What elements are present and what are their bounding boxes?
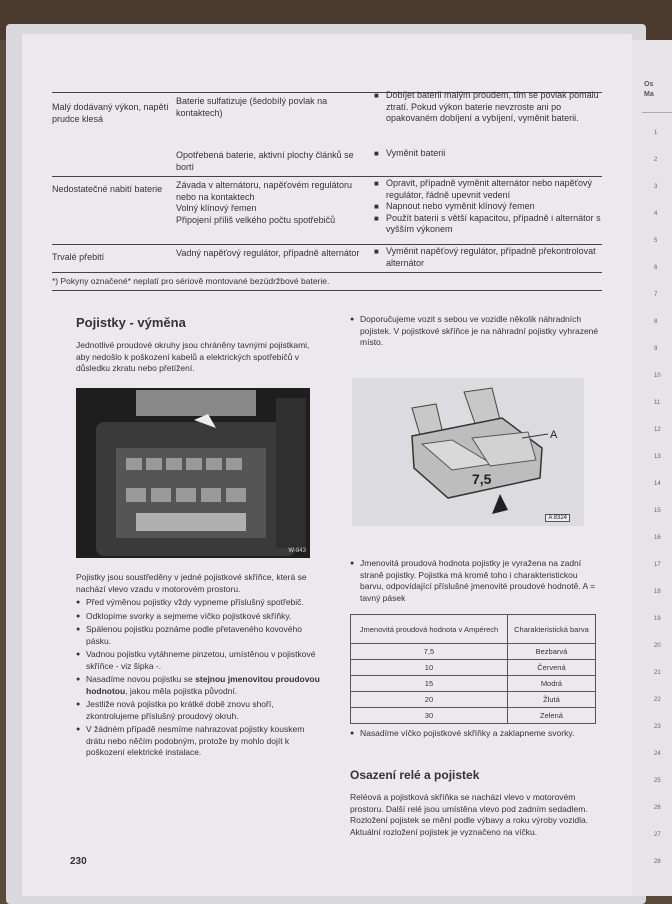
right-page-row-number: 1	[654, 130, 658, 136]
right-page-row-number: 17	[654, 562, 661, 568]
table-cause-line: Závada v alternátoru, napěťovém regulátoru nebo na kontaktech	[176, 180, 352, 202]
figure-code: A 8324	[545, 514, 570, 522]
fuse-color: Modrá	[507, 676, 595, 692]
fuse-table-header: Charakteristická barva	[507, 615, 595, 644]
fuse-box-photo	[76, 388, 310, 558]
table-remedy	[374, 246, 602, 269]
table-cause: Baterie sulfatizuje (šedobílý povlak na kontaktech)	[176, 96, 328, 118]
table-cause-line: Volný klínový řemen	[176, 203, 257, 213]
procedure-step	[76, 674, 320, 697]
table-rule	[52, 290, 602, 291]
right-page-row-number: 26	[654, 805, 661, 811]
right-page-row-number: 10	[654, 373, 661, 379]
procedure-step-text: , jakou měla pojistka původní.	[125, 685, 238, 696]
right-page-row-number: 7	[654, 292, 658, 298]
fuse-color: Bezbarvá	[507, 644, 595, 660]
fuse-color: Zelená	[507, 708, 595, 724]
section-title-relays: Osazení relé a pojistek	[350, 768, 480, 782]
right-page-heading	[644, 80, 654, 100]
right-page-edge	[632, 40, 672, 896]
table-cause: Vadný napěťový regulátor, případně alternátor	[176, 248, 360, 258]
table-rule	[52, 176, 602, 177]
right-page-row-number: 28	[654, 859, 661, 865]
table-remedy-text: ■ Napnout nebo vyměnit klínový řemen	[374, 201, 602, 213]
table-rule	[52, 272, 602, 273]
table-remedy-text: ■ Vyměnit baterii	[374, 148, 602, 160]
fuse-rating: 10	[351, 660, 508, 676]
right-page-row-number: 4	[654, 211, 658, 217]
procedure-step-text: Nasadíme novou pojistku se	[86, 674, 196, 684]
table-remedy	[374, 178, 602, 236]
table-footnote: *) Pokyny označené* neplatí pro sériově montované bezúdržbové baterie.	[52, 276, 330, 286]
right-page-heading-2: Ma	[644, 91, 654, 98]
procedure-step: ● Vadnou pojistku vytáhneme pinzetou, umístěnou v pojistkové skříňce - viz šipka -.	[76, 649, 320, 672]
table-row	[351, 644, 596, 660]
close-text: ● Nasadíme víčko pojistkové skříňky a zaklapneme svorky.	[350, 728, 600, 740]
right-page-row-number: 22	[654, 697, 661, 703]
fuse-color: Žlutá	[507, 692, 595, 708]
right-page-row-number: 13	[654, 454, 661, 460]
blade-fuse-drawing	[352, 378, 584, 526]
table-symptom: Trvalé přebití	[52, 252, 105, 262]
procedure-step: ● V žádném případě nesmíme nahrazovat pojistky kouskem drátu nebo něčím podobným, protože by mohlo dojít k poškození elektrické instalace.	[76, 724, 320, 759]
table-cause	[176, 180, 366, 226]
right-page-row-number: 25	[654, 778, 661, 784]
table-cause: Opotřebená baterie, aktivní plochy článků se bortí	[176, 150, 354, 172]
table-symptom: Nedostatečné nabití baterie	[52, 184, 163, 194]
spare-fuses-tip	[350, 314, 600, 351]
section-title-fuses: Pojistky - výměna	[76, 315, 186, 330]
right-page-row-number: 19	[654, 616, 661, 622]
fuse-rating: 30	[351, 708, 508, 724]
right-page-row-number: 2	[654, 157, 658, 163]
fuse-rating: 15	[351, 676, 508, 692]
rating-text: ● Jmenovitá proudová hodnota pojistky je vyražena na zadní straně pojistky. Pojistka má kromě toho i charakteristickou barvu, odpovídající příslušné jmenovité proudové hodnotě. A = tavný pásek	[350, 558, 600, 604]
right-page-row-number: 24	[654, 751, 661, 757]
right-page-row-number: 14	[654, 481, 661, 487]
table-row	[351, 708, 596, 724]
procedure-step: ● Jestliže nová pojistka po krátké době znovu shoří, zkontrolujeme příslušný proudový okruh.	[76, 699, 320, 722]
tip-text: ● Doporučujeme vozit s sebou ve vozidle několik náhradních pojistek. V pojistkové skříňce je na náhradní pojistky vyhrazené místo.	[350, 314, 600, 349]
page-number: 230	[70, 856, 87, 867]
fuse-table-header: Jmenovitá proudová hodnota v Ampérech	[351, 615, 508, 644]
procedure-step: ● Před výměnou pojistky vždy vypneme příslušný spotřebič.	[76, 597, 320, 609]
table-remedy-text: ■ Vyměnit napěťový regulátor, případně překontrolovat alternátor	[374, 246, 602, 269]
right-page-row-number: 18	[654, 589, 661, 595]
right-page-row-number: 27	[654, 832, 661, 838]
procedure-step: ● Spálenou pojistku poznáme podle přetaveného kovového pásku.	[76, 624, 320, 647]
right-page-heading-1: Os	[644, 81, 654, 88]
table-remedy-text: ■ Dobíjet baterii malým proudem, tím se povlak pomalu ztratí. Pokud výkon baterie nevzroste ani po opakovaném dobíjení a vybíjení, vyměnit baterii.	[374, 90, 602, 125]
close-text-block	[350, 728, 600, 742]
fuse-color-table	[350, 614, 596, 724]
table-row	[351, 692, 596, 708]
right-page-row-number: 9	[654, 346, 658, 352]
fuse-color: Červená	[507, 660, 595, 676]
relays-text: Reléová a pojistková skříňka se nachází vlevo v motorovém prostoru. Další relé jsou umístěna vlevo pod zadním sedadlem. Rozložení pojistek se mění podle výbavy a roku výroby vozidla. Aktuální rozložení pojistek je vyznačeno na víčku.	[350, 792, 589, 837]
table-remedy-text: ■ Opravit, případně vyměnit alternátor nebo napěťový regulátor, řádně upevnit vedení	[374, 178, 602, 201]
right-page-row-number: 5	[654, 238, 658, 244]
fuse-rating: 20	[351, 692, 508, 708]
right-page-rule	[642, 112, 672, 113]
fuse-box-illustration	[76, 388, 310, 558]
right-page-row-number: 8	[654, 319, 658, 325]
procedure-step-emphasis: stejnou jmenovitou proudovou hodnotou	[86, 674, 320, 696]
right-page-row-number: 11	[654, 400, 661, 406]
right-page-row-number: 3	[654, 184, 658, 190]
intro-text: Jednotlivé proudové okruhy jsou chráněny tavnými pojistkami, aby nedošlo k poškození kabelů a elektrických spotřebičů v důsledku zkratu nebo přetížení.	[76, 340, 310, 373]
table-cause-line: Připojení příliš velkého počtu spotřebičů	[176, 214, 336, 225]
table-row	[351, 660, 596, 676]
table-row	[351, 676, 596, 692]
photo-label: W-843	[288, 548, 306, 554]
table-remedy	[374, 148, 602, 160]
table-rule	[52, 244, 602, 245]
right-page-row-number: 16	[654, 535, 661, 541]
right-page-row-number: 15	[654, 508, 661, 514]
right-page-row-number: 20	[654, 643, 661, 649]
table-remedy	[374, 90, 602, 125]
figure-fuse-value: 7,5	[472, 471, 492, 487]
rating-text-block	[350, 558, 600, 606]
table-symptom: Malý dodávaný výkon, napětí prudce klesá	[52, 102, 169, 124]
right-page-row-number: 21	[654, 670, 661, 676]
right-page-row-number: 6	[654, 265, 658, 271]
fuse-procedure	[76, 572, 320, 761]
fuse-figure	[352, 378, 584, 526]
location-text: Pojistky jsou soustředěny v jedné pojistkové skříňce, která se nachází vlevo vzadu v motorovém prostoru.	[76, 572, 307, 594]
right-page-row-number: 23	[654, 724, 661, 730]
figure-label-a: A	[550, 429, 558, 441]
fuse-rating: 7,5	[351, 644, 508, 660]
right-page-row-number: 12	[654, 427, 661, 433]
procedure-step: ● Odklopíme svorky a sejmeme víčko pojistkové skříňky.	[76, 611, 320, 623]
table-remedy-text: ■ Použít baterii s větší kapacitou, případně i alternátor s vyšším výkonem	[374, 213, 602, 236]
